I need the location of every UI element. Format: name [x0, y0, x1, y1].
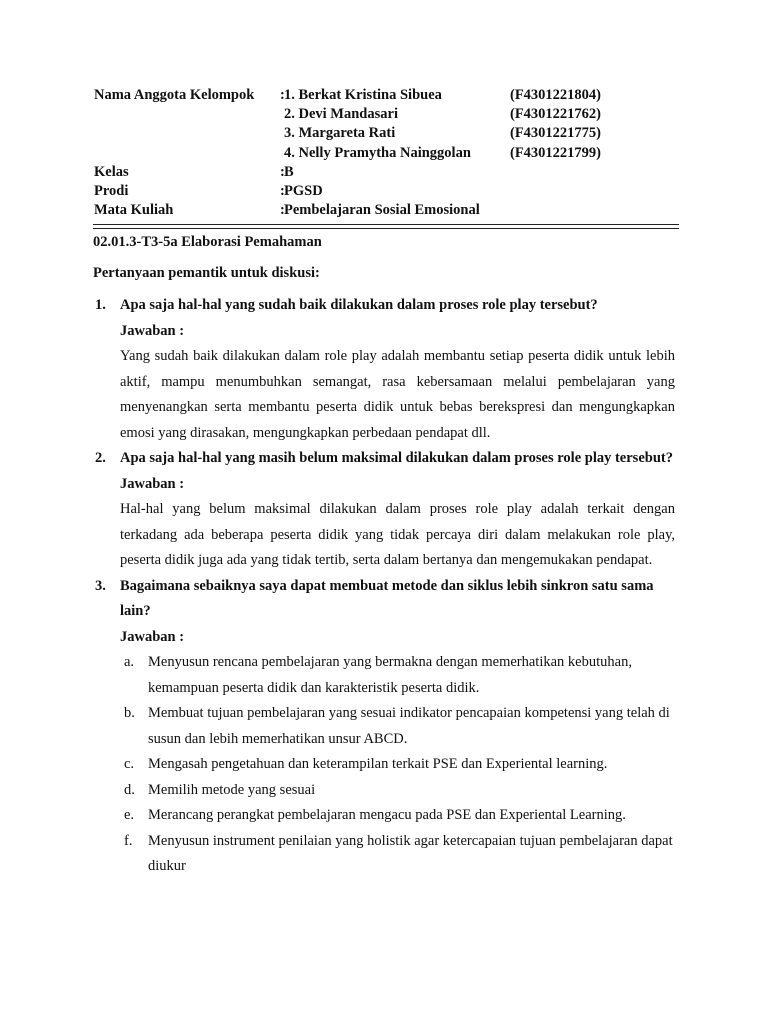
subitem-letter: b. — [124, 705, 135, 721]
header-colon: : — [280, 163, 285, 180]
answer-label: Jawaban : — [120, 475, 185, 492]
header-value: B — [284, 163, 294, 180]
header-colon: : — [280, 202, 285, 219]
header-label: Kelas — [94, 163, 129, 180]
answer-text: Yang sudah baik dilakukan dalam role play adalah membantu setiap peserta didik untuk lebih aktif, mampu menumbuhkan semangat, rasa kebersamaan melalui pembelajaran yang menyenangkan serta membantu peserta didik untuk bebas berekspresi dan mengungkapkan emosi yang dirasakan, mengungkapkan perbedaan pendapat dll. — [120, 348, 675, 441]
answer-subitem — [120, 752, 675, 778]
subitem-letter: d. — [124, 781, 135, 798]
question-text: Bagaimana sebaiknya saya dapat membuat metode dan siklus lebih sinkron satu sama lain? — [120, 577, 654, 619]
subitem-text: Memilih metode yang sesuai — [148, 781, 316, 798]
answer-subitem — [120, 778, 675, 804]
question-number: 2. — [95, 450, 106, 466]
subitem-text: Mengasah pengetahuan dan keterampilan terkait PSE dan Experiental learning. — [148, 756, 608, 772]
divider-line — [93, 228, 679, 229]
section-title: 02.01.3-T3-5a Elaborasi Pemahaman — [93, 234, 322, 250]
header-value: 1. Berkat Kristina Sibuea — [284, 87, 442, 103]
subitem-letter: c. — [124, 756, 135, 772]
group-info-header — [94, 86, 679, 220]
subitem-text: Merancang perangkat pembelajaran mengacu pada PSE dan Experiental Learning. — [148, 807, 626, 823]
header-row — [94, 124, 679, 143]
answer-text: Hal-hal yang belum maksimal dilakukan dalam proses role play adalah terkait dengan terkadang ada beberapa peserta didik yang tidak percaya diri dalam melakukan role play, peserta didik juga ada yang tidak tertib, serta dalam bertanya dan mengemukakan pendapat. — [120, 501, 675, 568]
student-id: (F4301221799) — [510, 144, 602, 161]
question-text: Apa saja hal-hal yang sudah baik dilakukan dalam proses role play tersebut? — [120, 297, 598, 313]
question-number: 1. — [95, 297, 106, 313]
answer-label: Jawaban : — [120, 322, 185, 339]
answer-subitem — [120, 803, 675, 829]
answer-label: Jawaban : — [120, 628, 185, 645]
question-item — [93, 446, 675, 574]
question-number: 3. — [95, 577, 106, 594]
subitem-letter: f. — [124, 832, 133, 849]
header-value: 2. Devi Mandasari — [284, 106, 398, 123]
divider-line — [93, 224, 679, 225]
student-id: (F4301221775) — [510, 125, 602, 142]
header-row — [94, 201, 679, 220]
header-value: 3. Margareta Rati — [284, 125, 396, 142]
header-label: Prodi — [94, 182, 129, 199]
answer-subitem — [120, 829, 675, 880]
answer-subitem — [120, 701, 675, 752]
question-item — [93, 293, 675, 446]
header-colon: : — [280, 182, 285, 199]
header-row — [94, 144, 679, 163]
header-value: 4. Nelly Pramytha Nainggolan — [284, 144, 471, 161]
student-id: (F4301221804) — [510, 87, 602, 103]
subitem-text: Menyusun instrument penilaian yang holistik agar ketercapaian tujuan pembelajaran dapat diukur — [148, 832, 673, 874]
subitem-letter: e. — [124, 807, 135, 823]
question-list — [93, 293, 675, 880]
header-row — [94, 86, 679, 105]
header-colon: : — [280, 87, 285, 103]
answer-subitem — [120, 650, 675, 701]
question-text: Apa saja hal-hal yang masih belum maksimal dilakukan dalam proses role play tersebut? — [120, 450, 673, 466]
header-label: Nama Anggota Kelompok — [94, 87, 255, 103]
question-item — [93, 574, 675, 880]
header-row — [94, 163, 679, 182]
subitem-text: Menyusun rencana pembelajaran yang bermakna dengan memerhatikan kebutuhan, kemampuan peserta didik dan karakteristik peserta didik. — [148, 654, 632, 696]
header-label: Mata Kuliah — [94, 202, 174, 219]
discussion-prompt: Pertanyaan pemantik untuk diskusi: — [93, 265, 320, 281]
header-row — [94, 182, 679, 201]
header-value: PGSD — [284, 182, 323, 199]
header-row — [94, 105, 679, 124]
subitem-text: Membuat tujuan pembelajaran yang sesuai indikator pencapaian kompetensi yang telah di susun dan lebih memerhatikan unsur ABCD. — [148, 705, 670, 747]
header-value: Pembelajaran Sosial Emosional — [284, 202, 480, 219]
student-id: (F4301221762) — [510, 106, 602, 123]
subitem-letter: a. — [124, 654, 135, 670]
